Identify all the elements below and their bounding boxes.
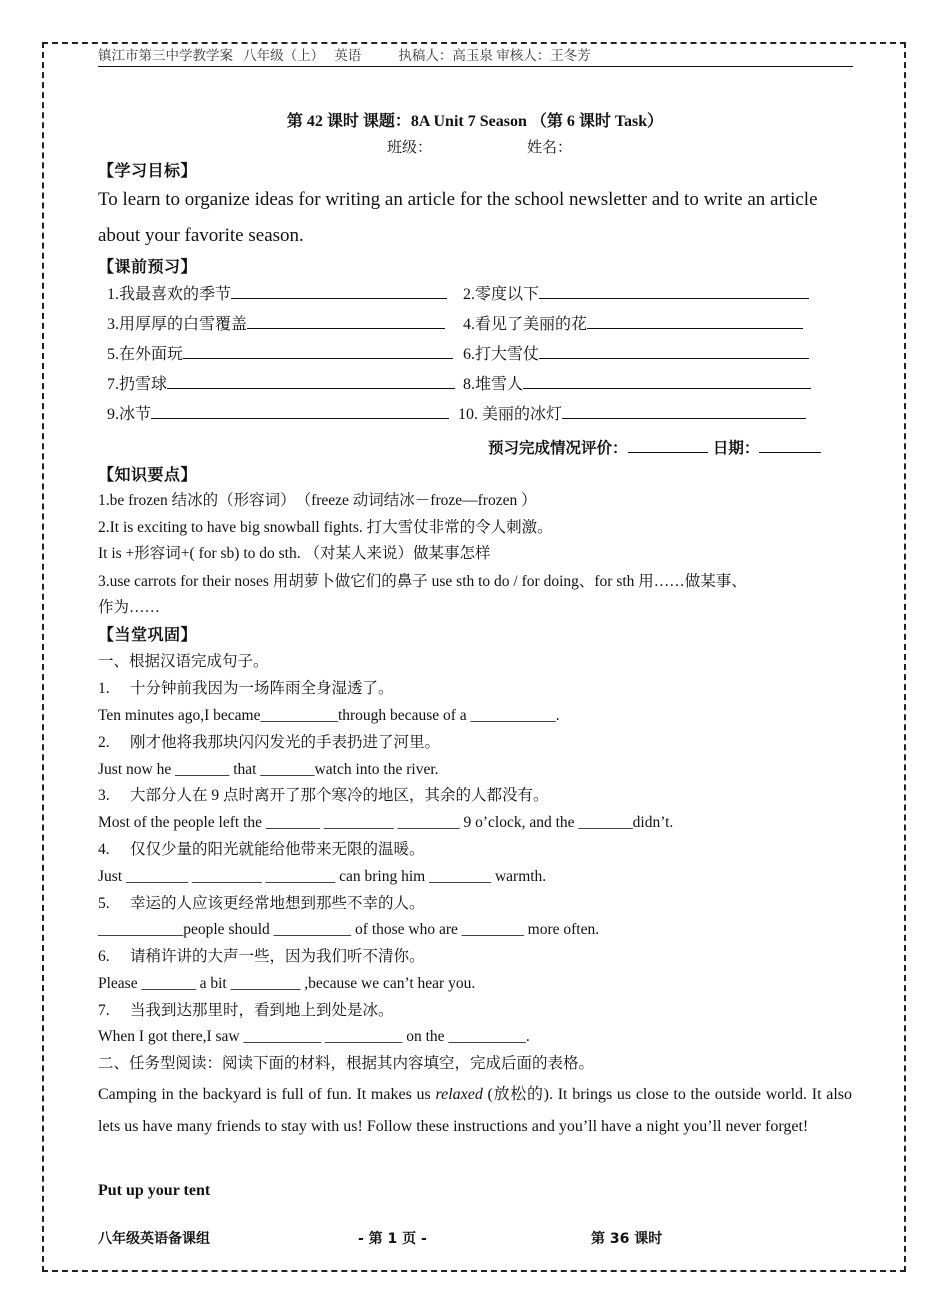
document-header (98, 46, 853, 67)
preview-evaluation-row (488, 437, 821, 459)
reading-passage: Camping in the backyard is full of fun. It makes us relaxed (放松的). It brings us close to the outside world. It also lets us have many friends to stay with us! Follow these instructions and you’ll have a night you’ll never forget! (98, 1086, 852, 1135)
answer-blank[interactable] (539, 344, 809, 359)
evaluation-blank[interactable] (628, 438, 708, 453)
answer-blank[interactable] (183, 344, 453, 359)
knowledge-line-2: 2.It is exciting to have big snowball fights. 打大雪仗非常的令人刺激。 (98, 519, 553, 536)
evaluation-label: 预习完成情况评价： (488, 439, 628, 457)
question-1-en[interactable]: Ten minutes ago,I became__________through because of a ___________. (98, 707, 560, 724)
knowledge-line-5: 作为…… (98, 599, 161, 616)
question-3-cn: 3. 大部分人在 9 点时离开了那个寒冷的地区，其余的人都没有。 (98, 787, 549, 804)
part1-title: 一、根据汉语完成句子。 (98, 653, 269, 670)
answer-blank[interactable] (151, 404, 449, 419)
question-7-cn: 7. 当我到达那里时，看到地上到处是冰。 (98, 1002, 394, 1019)
preview-item-10: 10. 美丽的冰灯 (458, 404, 806, 426)
preview-item-5: 5.在外面玩 (107, 344, 453, 366)
class-name-row (387, 137, 572, 159)
answer-blank[interactable] (231, 284, 447, 299)
preview-item-4: 4.看见了美丽的花 (463, 314, 803, 336)
preview-item-6: 6.打大雪仗 (463, 344, 809, 366)
answer-blank[interactable] (523, 374, 811, 389)
answer-blank[interactable] (562, 404, 806, 419)
knowledge-line-4: 3.use carrots for their noses 用胡萝卜做它们的鼻子 use sth to do / for doing、for sth 用……做某事、 (98, 573, 747, 590)
learning-goal-text: To learn to organize ideas for writing an article for the school newsletter and to write an article about your favorite season. (98, 189, 818, 246)
preview-item-2: 2.零度以下 (463, 284, 809, 306)
header-subject: 英语 (334, 48, 362, 63)
preview-item-8: 8.堆雪人 (463, 374, 811, 396)
question-2-cn: 2. 刚才他将我那块闪闪发光的手表扔进了河里。 (98, 734, 441, 751)
header-grade: 八年级（上） (243, 48, 325, 63)
question-5-en[interactable]: ___________people should __________ of those who are ________ more often. (98, 921, 600, 938)
knowledge-heading: 【知识要点】 (98, 465, 198, 484)
learning-goal-heading: 【学习目标】 (98, 161, 198, 180)
preview-item-9: 9.冰节 (107, 404, 449, 426)
name-label: 姓名： (527, 140, 573, 156)
question-6-en[interactable]: Please _______ a bit _________ ,because we can’t hear you. (98, 975, 476, 992)
footer-lesson: 第 36 课时 (591, 1231, 663, 1247)
question-6-cn: 6. 请稍许讲的大声一些，因为我们听不清你。 (98, 948, 425, 965)
date-label: 日期： (712, 439, 760, 457)
question-7-en[interactable]: When I got there,I saw __________ __________ on the __________. (98, 1028, 530, 1045)
answer-blank[interactable] (539, 284, 809, 299)
footer-group: 八年级英语备课组 (98, 1231, 210, 1247)
preview-item-7: 7.扔雪球 (107, 374, 455, 396)
header-school: 镇江市第三中学教学案 (98, 48, 233, 63)
knowledge-line-3: It is +形容词+( for sb) to do sth. （对某人来说）做某事怎样 (98, 545, 491, 562)
page-title: 第 42 课时 课题：8A Unit 7 Season （第 6 课时 Task） (286, 113, 664, 130)
italic-word: relaxed (435, 1086, 483, 1103)
question-4-en[interactable]: Just ________ _________ _________ can bring him ________ warmth. (98, 868, 547, 885)
question-3-en[interactable]: Most of the people left the _______ _________ ________ 9 o’clock, and the _______didn’t. (98, 814, 674, 831)
answer-blank[interactable] (167, 374, 455, 389)
answer-blank[interactable] (247, 314, 445, 329)
question-1-cn: 1. 十分钟前我因为一场阵雨全身湿透了。 (98, 680, 394, 697)
question-5-cn: 5. 幸运的人应该更经常地想到那些不幸的人。 (98, 895, 425, 912)
part2-title: 二、任务型阅读：阅读下面的材料，根据其内容填空，完成后面的表格。 (98, 1055, 595, 1072)
class-label: 班级： (387, 140, 433, 156)
answer-blank[interactable] (587, 314, 803, 329)
preview-item-3: 3.用厚厚的白雪覆盖 (107, 314, 445, 336)
question-2-en[interactable]: Just now he _______ that _______watch into the river. (98, 761, 439, 778)
preview-item-1: 1.我最喜欢的季节 (107, 284, 447, 306)
question-4-cn: 4. 仅仅少量的阳光就能给他带来无限的温暖。 (98, 841, 425, 858)
knowledge-line-1: 1.be frozen 结冰的（形容词） （freeze 动词结冰－froze—frozen ） (98, 492, 537, 509)
passage-subheading: Put up your tent (98, 1182, 211, 1199)
header-authors: 执稿人：高玉泉 审核人：王冬芳 (398, 48, 591, 63)
date-blank[interactable] (759, 438, 821, 453)
practice-heading: 【当堂巩固】 (98, 625, 198, 644)
footer-page-number: - 第 1 页 - (358, 1231, 427, 1247)
preview-heading: 【课前预习】 (98, 257, 198, 276)
